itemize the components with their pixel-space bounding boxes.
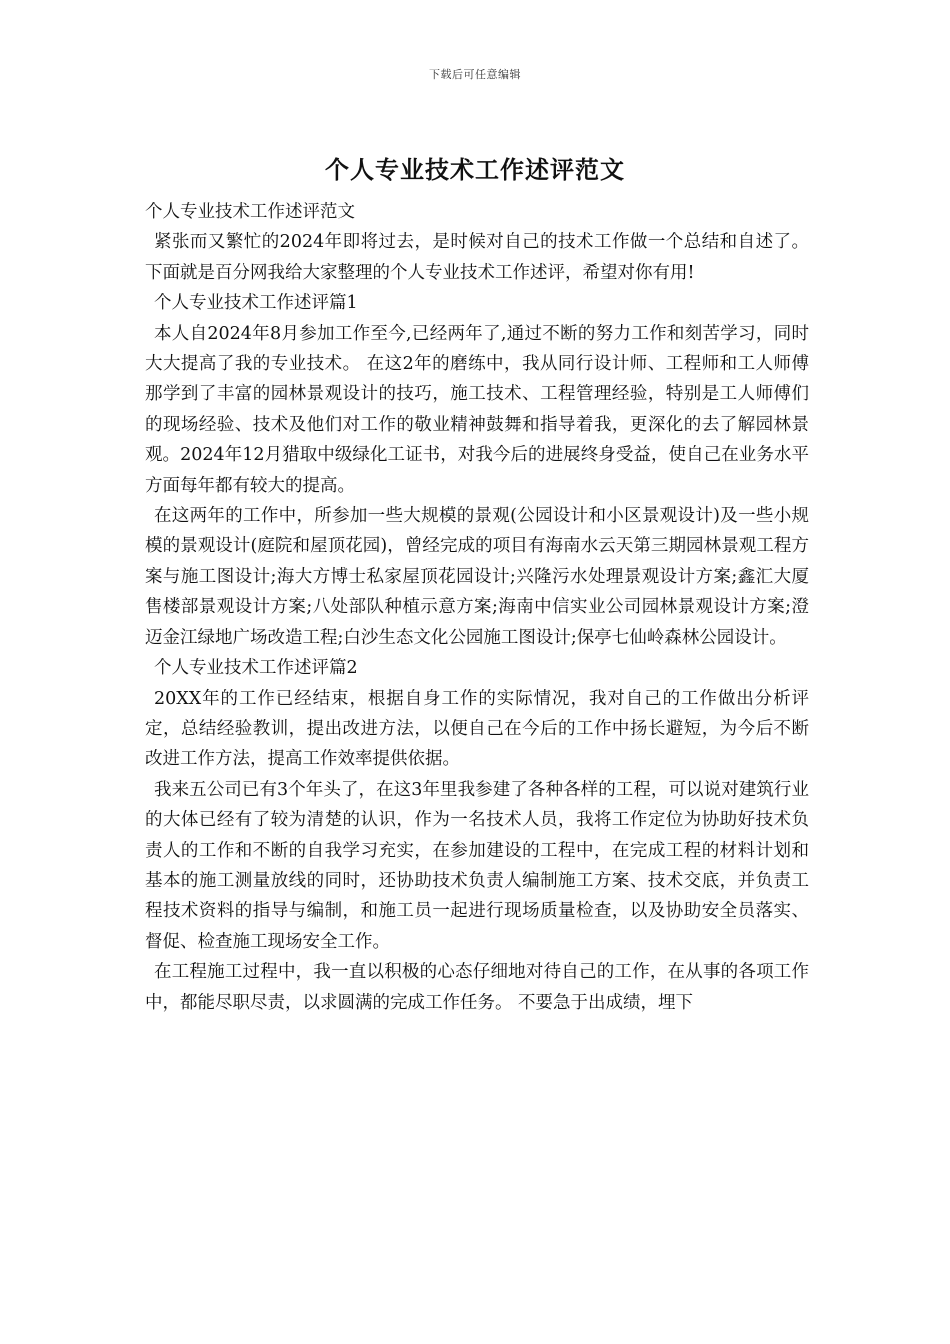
body-paragraph: 20XX年的工作已经结束，根据自身工作的实际情况，我对自己的工作做出分析评定，总结经验教训，提出改进方法，以便自己在今后的工作中扬长避短，为今后不断改进工作方法，提高工作效率提供依据。 — [145, 688, 809, 770]
section-heading-2: 个人专业技术工作述评篇2 — [154, 658, 358, 679]
document-body — [145, 197, 809, 1018]
body-paragraph: 我来五公司已有3个年头了，在这3年里我参建了各种各样的工程，可以说对建筑行业的大体已经有了较为清楚的认识，作为一名技术人员，我将工作定位为协助好技术负责人的工作和不断的自我学习充实，在参加建设的工程中，在完成工程的材料计划和基本的施工测量放线的同时，还协助技术负责人编制施工方案、技术交底，并负责工程技术资料的指导与编制，和施工员一起进行现场质量检查，以及协助安全员落实、督促、检查施工现场安全工作。 — [145, 779, 809, 952]
page-header-note: 下载后可任意编辑 — [429, 68, 521, 81]
section-heading-1: 个人专业技术工作述评篇1 — [154, 293, 358, 314]
body-subtitle: 个人专业技术工作述评范文 — [145, 202, 355, 222]
body-paragraph: 在这两年的工作中，所参加一些大规模的景观(公园设计和小区景观设计)及一些小规模的景观设计(庭院和屋顶花园)，曾经完成的项目有海南水云天第三期园林景观工程方案与施工图设计;海大方博士私家屋顶花园设计;兴隆污水处理景观设计方案;鑫汇大厦售楼部景观设计方案;八处部队种植示意方案;海南中信实业公司园林景观设计方案;澄迈金江绿地广场改造工程;白沙生态文化公园施工图设计;保亭七仙岭森林公园设计。 — [145, 506, 809, 648]
document-title: 个人专业技术工作述评范文 — [325, 155, 625, 184]
body-paragraph: 在工程施工过程中，我一直以积极的心态仔细地对待自己的工作，在从事的各项工作中，都能尽职尽责，以求圆满的完成工作任务。 不要急于出成绩，埋下 — [145, 962, 809, 1013]
body-paragraph-intro: 紧张而又繁忙的2024年即将过去，是时候对自己的技术工作做一个总结和自述了。下面就是百分网我给大家整理的个人专业技术工作述评，希望对你有用! — [145, 232, 809, 283]
body-paragraph: 本人自2024年8月参加工作至今,已经两年了,通过不断的努力工作和刻苦学习，同时大大提高了我的专业技术。 在这2年的磨练中，我从同行设计师、工程师和工人师傅那学到了丰富的园林景观设计的技巧，施工技术、工程管理经验，特别是工人师傅们的现场经验、技术及他们对工作的敬业精神鼓舞和指导着我，更深化的去了解园林景观。2024年12月猎取中级绿化工证书，对我今后的进展终身受益，使自己在业务水平方面每年都有较大的提高。 — [145, 323, 809, 496]
